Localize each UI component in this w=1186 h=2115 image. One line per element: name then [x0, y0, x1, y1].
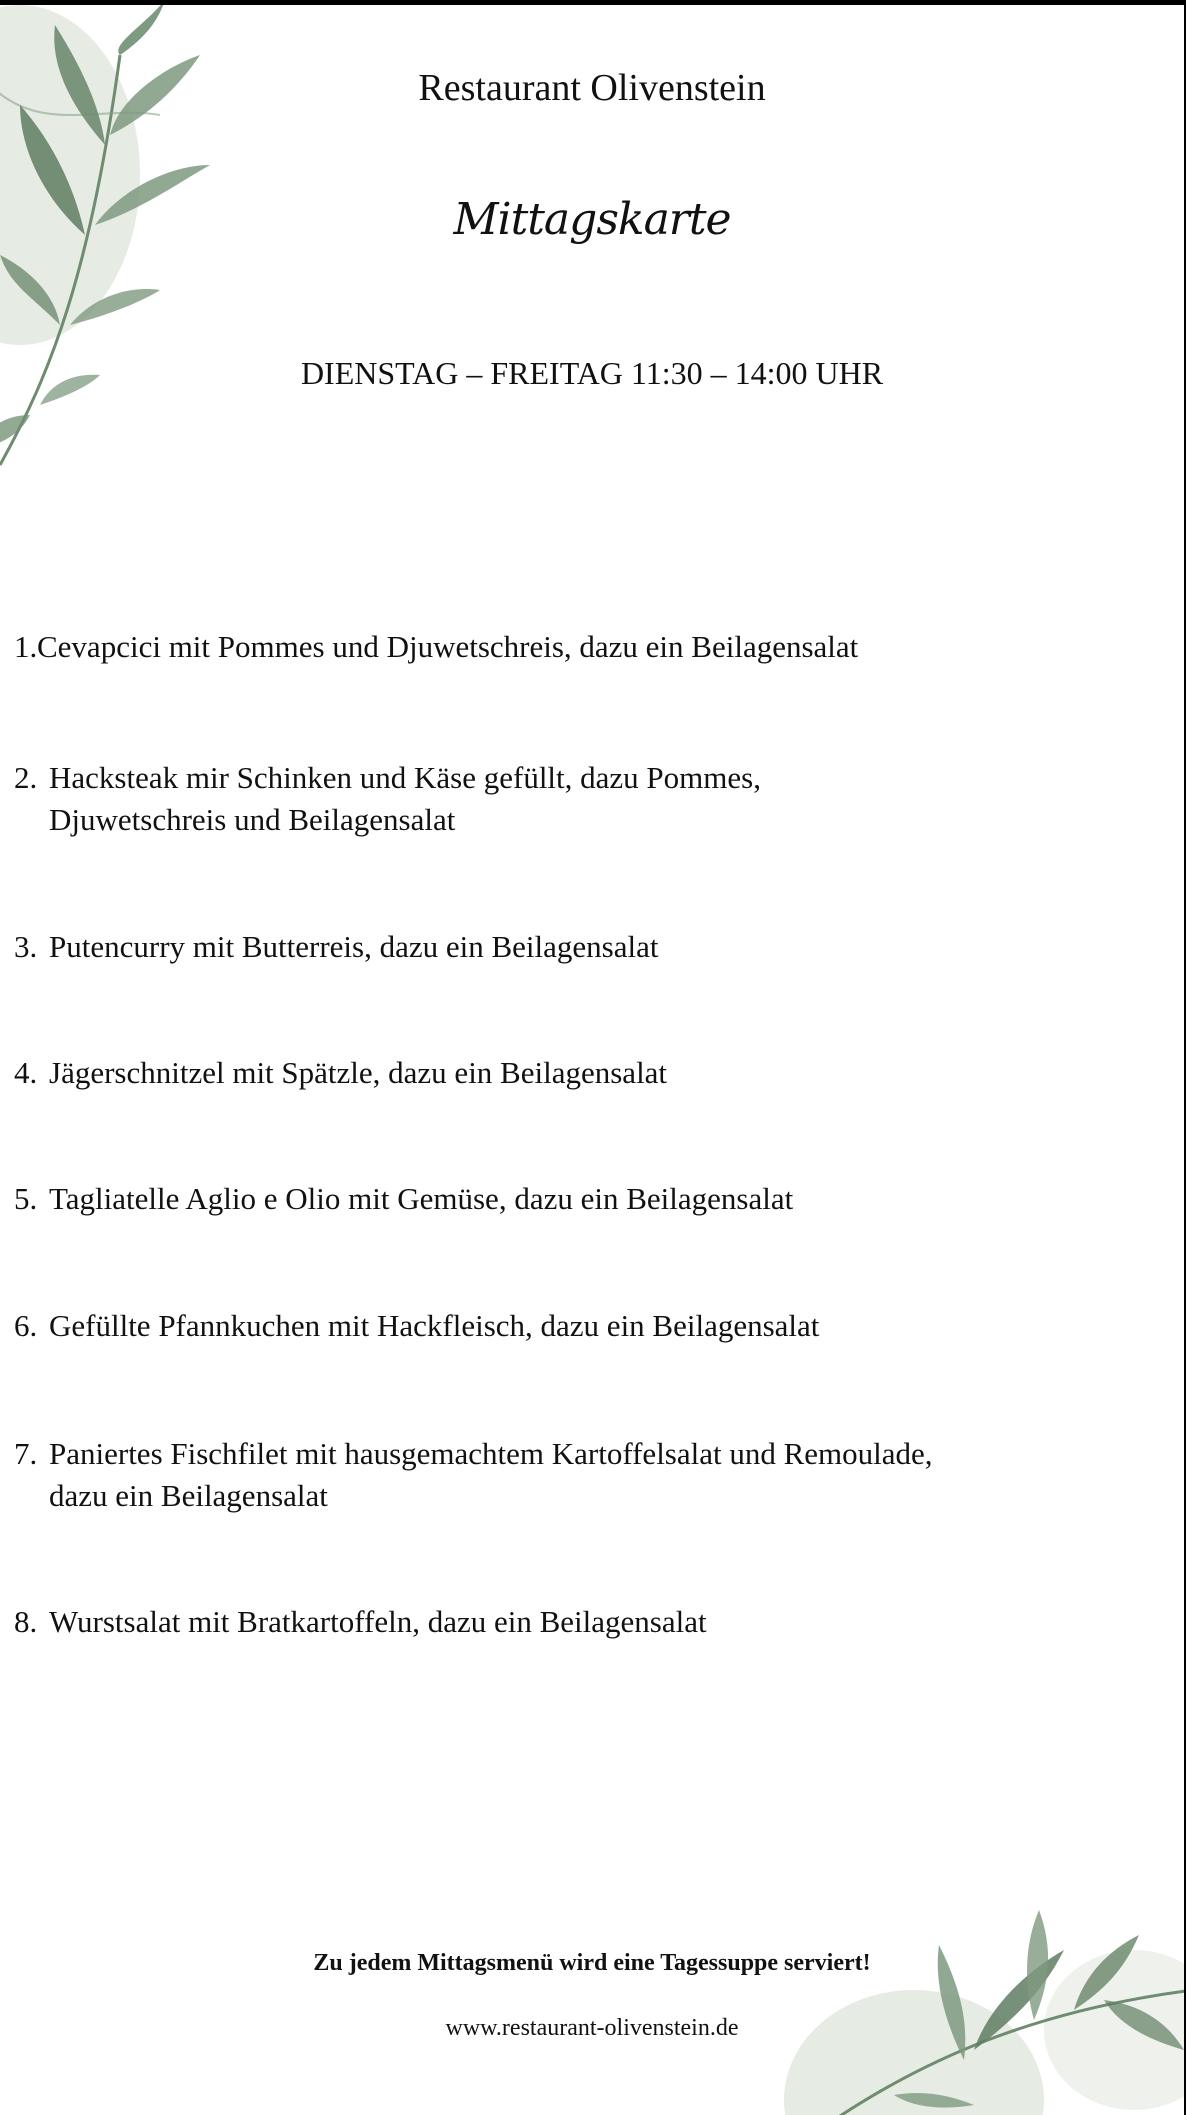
menu-item-number: 5. — [14, 1181, 38, 1216]
menu-item-number: 7. — [14, 1436, 38, 1471]
menu-item-text-continued: dazu ein Beilagensalat — [49, 1478, 328, 1513]
menu-item — [14, 626, 1144, 668]
menu-item — [14, 1305, 1144, 1347]
menu-item-text: Paniertes Fischfilet mit hausgemachtem Kartoffelsalat und Remoulade, — [49, 1436, 933, 1471]
menu-item — [14, 1601, 1144, 1643]
menu-item-text: Putencurry mit Butterreis, dazu ein Beilagensalat — [49, 929, 659, 964]
menu-item-number: 8. — [14, 1604, 38, 1639]
website-link[interactable]: www.restaurant-olivenstein.de — [445, 2015, 739, 2041]
menu-subtitle: Mittagskarte — [453, 194, 731, 245]
menu-item-number: 2. — [14, 760, 38, 795]
menu-item-text: Cevapcici mit Pommes und Djuwetschreis, dazu ein Beilagensalat — [37, 629, 859, 664]
menu-item — [14, 926, 1144, 968]
menu-item-text: Wurstsalat mit Bratkartoffeln, dazu ein Beilagensalat — [49, 1604, 707, 1639]
menu-item-number: 1. — [14, 629, 38, 664]
menu-item-text: Hacksteak mir Schinken und Käse gefüllt, dazu Pommes, — [49, 760, 761, 795]
menu-item — [14, 757, 1144, 841]
menu-item-number: 4. — [14, 1055, 38, 1090]
menu-item — [14, 1178, 1144, 1220]
menu-item — [14, 1052, 1144, 1094]
menu-item-text: Tagliatelle Aglio e Olio mit Gemüse, dazu ein Beilagensalat — [49, 1181, 794, 1216]
menu-item-text: Jägerschnitzel mit Spätzle, dazu ein Beilagensalat — [49, 1055, 668, 1090]
soup-notice: Zu jedem Mittagsmenü wird eine Tagessuppe serviert! — [313, 1950, 871, 1976]
opening-hours: DIENSTAG – FREITAG 11:30 – 14:00 UHR — [300, 355, 884, 391]
menu-item-number: 6. — [14, 1308, 38, 1343]
menu-item — [14, 1433, 1144, 1517]
restaurant-title: Restaurant Olivenstein — [418, 67, 766, 109]
menu-item-text-continued: Djuwetschreis und Beilagensalat — [49, 802, 456, 837]
olive-branch-bottom-decoration — [774, 1890, 1184, 2115]
menu-page — [0, 5, 1184, 2115]
menu-item-text: Gefüllte Pfannkuchen mit Hackfleisch, dazu ein Beilagensalat — [49, 1308, 820, 1343]
menu-item-number: 3. — [14, 929, 38, 964]
